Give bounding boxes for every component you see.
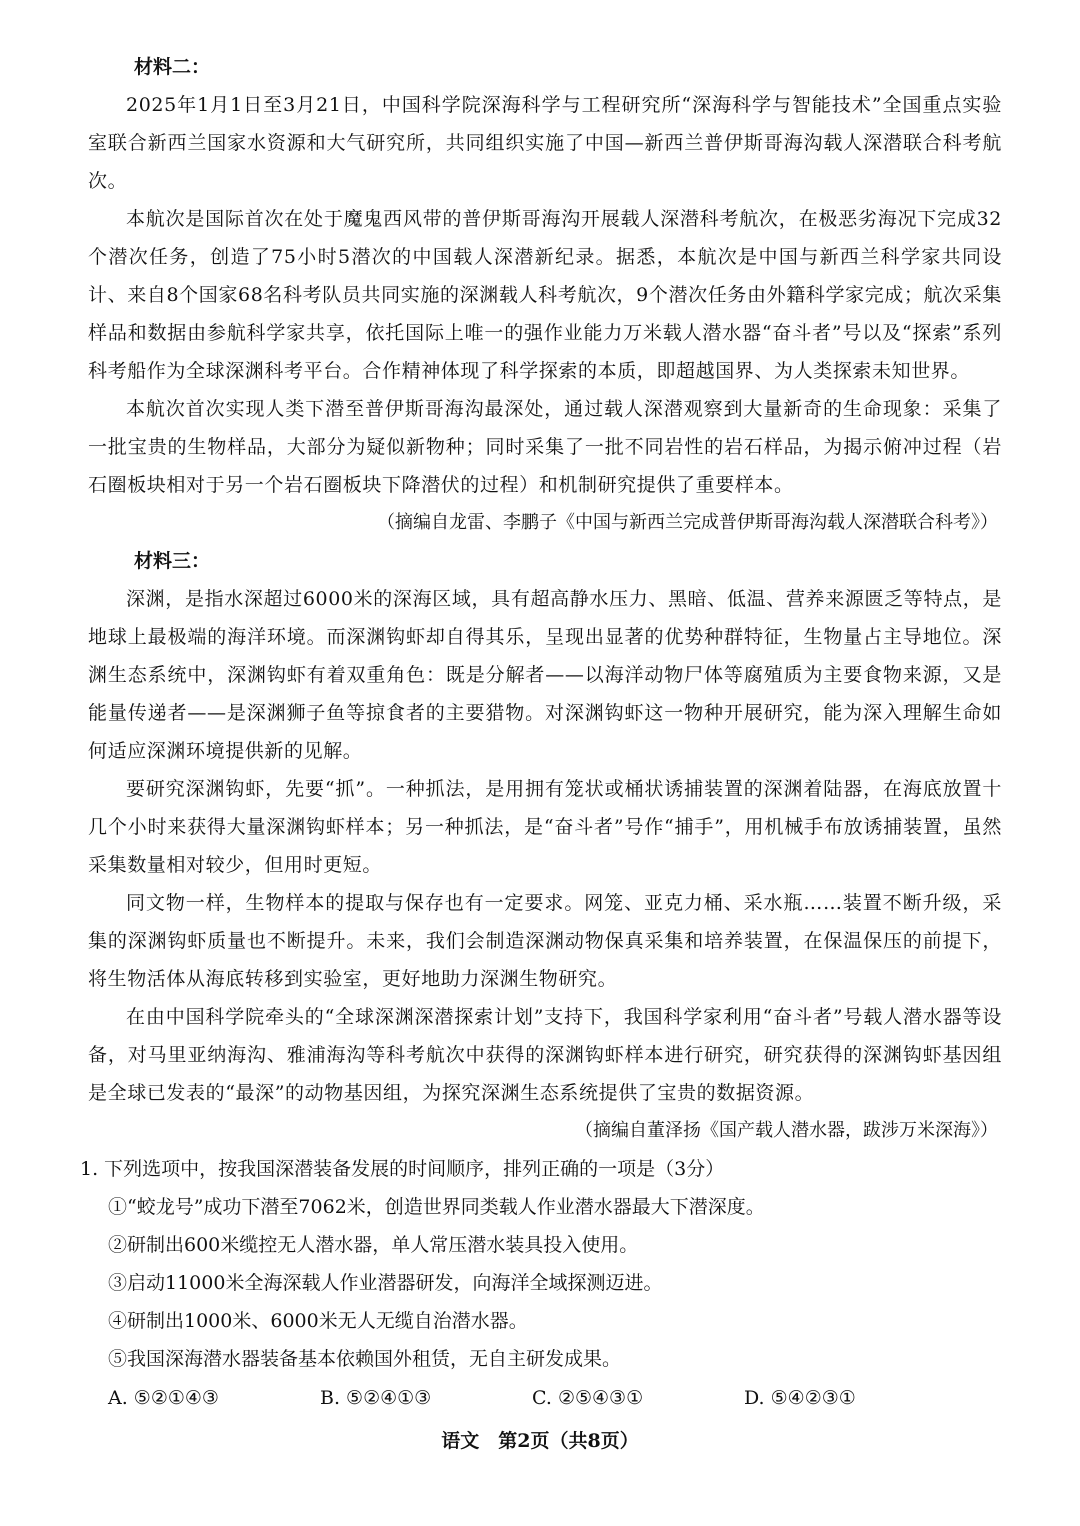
material2-paragraph-2: 本航次是国际首次在处于魔鬼西风带的普伊斯哥海沟开展载人深潜科考航次，在极恶劣海况下完成32个潜次任务，创造了75小时5潜次的中国载人深潜新纪录。据悉，本航次是中国与新西兰科学家共同设计、来自8个国家68名科考队员共同实施的深渊载人科考航次，9个潜次任务由外籍科学家完成；航次采集样品和数据由参航科学家共享，依托国际上唯一的强作业能力万米载人潜水器“奋斗者”号以及“探索”系列科考船作为全球深渊科考平台。合作精神体现了科学探索的本质，即超越国界、为人类探索未知世界。 xyxy=(88,208,1002,382)
page-footer: 语文 第2页（共8页） xyxy=(441,1430,639,1452)
question-1-item-4: ④研制出1000米、6000米无人无缆自治潜水器。 xyxy=(108,1310,528,1332)
material3-source: （摘编自董泽扬《国产载人潜水器，跋涉万米深海》） xyxy=(575,1120,998,1141)
material2-paragraph-3: 本航次首次实现人类下潜至普伊斯哥海沟最深处，通过载人深潜观察到大量新奇的生命现象：采集了一批宝贵的生物样品，大部分为疑似新物种；同时采集了一批不同岩性的岩石样品，为揭示俯冲过程（岩石圈板块相对于另一个岩石圈板块下降潜伏的过程）和机制研究提供了重要样本。 xyxy=(88,398,1002,496)
material3-paragraph-1: 深渊，是指水深超过6000米的深海区域，具有超高静水压力、黑暗、低温、营养来源匮乏等特点，是地球上最极端的海洋环境。而深渊钩虾却自得其乐，呈现出显著的优势种群特征，生物量占主导地位。深渊生态系统中，深渊钩虾有着双重角色：既是分解者——以海洋动物尸体等腐殖质为主要食物来源，又是能量传递者——是深渊狮子鱼等掠食者的主要猎物。对深渊钩虾这一物种开展研究，能为深入理解生命如何适应深渊环境提供新的见解。 xyxy=(88,588,1002,762)
choice-b: B. ⑤②④①③ xyxy=(320,1387,432,1409)
material3-heading: 材料三： xyxy=(134,550,211,572)
question-1-choices xyxy=(108,1378,1002,1418)
material2-source: （摘编自龙雷、李鹏子《中国与新西兰完成普伊斯哥海沟载人深潜联合科考》） xyxy=(377,512,998,533)
material2-paragraph-1: 2025年1月1日至3月21日，中国科学院深海科学与工程研究所“深海科学与智能技术”全国重点实验室联合新西兰国家水资源和大气研究所，共同组织实施了中国—新西兰普伊斯哥海沟载人深潜联合科考航次。 xyxy=(88,94,1002,192)
question-1-item-2: ②研制出600米缆控无人潜水器，单人常压潜水装具投入使用。 xyxy=(108,1234,639,1256)
question-1-item-1: ①“蛟龙号”成功下潜至7062米，创造世界同类载人作业潜水器最大下潜深度。 xyxy=(108,1196,765,1218)
question-1-item-3: ③启动11000米全海深载人作业潜器研发，向海洋全域探测迈进。 xyxy=(108,1272,663,1294)
material3-paragraph-3: 同文物一样，生物样本的提取与保存也有一定要求。网笼、亚克力桶、采水瓶……装置不断升级，采集的深渊钩虾质量也不断提升。未来，我们会制造深渊动物保真采集和培养装置，在保温保压的前提下，将生物活体从海底转移到实验室，更好地助力深渊生物研究。 xyxy=(88,892,1002,990)
choice-a: A. ⑤②①④③ xyxy=(108,1387,219,1409)
material2-heading: 材料二： xyxy=(134,56,211,78)
choice-d: D. ⑤④②③① xyxy=(744,1387,856,1409)
question-1-item-5: ⑤我国深海潜水器装备基本依赖国外租赁，无自主研发成果。 xyxy=(108,1348,622,1370)
material3-paragraph-2: 要研究深渊钩虾，先要“抓”。一种抓法，是用拥有笼状或桶状诱捕装置的深渊着陆器，在海底放置十几个小时来获得大量深渊钩虾样本；另一种抓法，是“奋斗者”号作“捕手”，用机械手布放诱捕装置，虽然采集数量相对较少，但用时更短。 xyxy=(88,778,1002,876)
choice-c: C. ②⑤④③① xyxy=(532,1387,644,1409)
question-1-stem: 1. 下列选项中，按我国深潜装备发展的时间顺序，排列正确的一项是（3分） xyxy=(80,1158,725,1180)
material3-paragraph-4: 在由中国科学院牵头的“全球深渊深潜探索计划”支持下，我国科学家利用“奋斗者”号载人潜水器等设备，对马里亚纳海沟、雅浦海沟等科考航次中获得的深渊钩虾样本进行研究，研究获得的深渊钩虾基因组是全球已发表的“最深”的动物基因组，为探究深渊生态系统提供了宝贵的数据资源。 xyxy=(88,1006,1002,1104)
